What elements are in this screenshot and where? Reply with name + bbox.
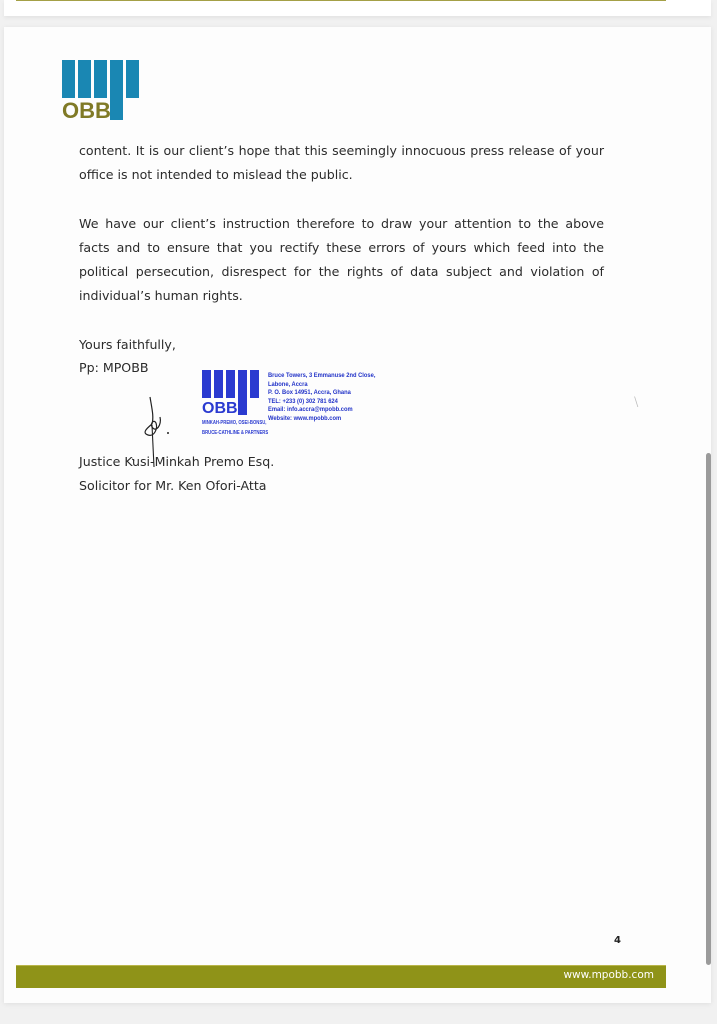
paragraph-1: content. It is our client’s hope that this seemingly innocuous press release of your office is not intended to mislead the public. xyxy=(79,143,604,182)
page-number: 4 xyxy=(614,935,621,946)
salutation: Yours faithfully, xyxy=(79,337,176,352)
paragraph-2: We have our client’s instruction therefore to draw your attention to the above facts and to ensure that you rectify these errors of yours which feed into the political persecution, disrespect for the rights of data subject and violation of individual’s human rights. xyxy=(79,216,604,303)
scrollbar[interactable] xyxy=(706,453,711,965)
previous-page-footer-bar xyxy=(16,0,666,1)
stamp-firm-line-2: BRUCE-CATHLINE & PARTNERS xyxy=(202,430,269,436)
logo-text: OBB xyxy=(62,98,111,123)
stamp-address xyxy=(268,372,375,424)
signer-title: Solicitor for Mr. Ken Ofori-Atta xyxy=(79,478,267,493)
stamp-logo-text: OBB xyxy=(202,400,238,417)
stamp-firm-line-1: MINKAH-PREMO, OSEI-BONSU, xyxy=(202,420,267,426)
pp-line: Pp: MPOBB xyxy=(79,360,149,375)
stamp-address-line: P. O. Box 14951, Accra, Ghana xyxy=(268,389,351,397)
document-page xyxy=(4,27,711,1003)
scan-mark: ⧵ xyxy=(634,395,639,411)
footer-url: www.mpobb.com xyxy=(563,969,654,981)
previous-page-bottom xyxy=(4,0,711,16)
stamp-address-line: Bruce Towers, 3 Emmanuse 2nd Close, xyxy=(268,372,376,379)
stamp-address-line: TEL: +233 (0) 302 781 624 xyxy=(268,397,338,405)
stamp-address-line: Website: www.mpobb.com xyxy=(268,414,342,422)
closing-block xyxy=(79,333,176,379)
signer-name: Justice Kusi-Minkah Premo Esq. xyxy=(79,454,275,469)
stamp-address-line: Labone, Accra xyxy=(268,380,308,388)
firm-stamp xyxy=(202,370,412,448)
signer-block xyxy=(79,450,274,498)
stamp-address-line: Email: info.accra@mpobb.com xyxy=(268,406,353,414)
obb-logo xyxy=(62,60,162,122)
footer-bar xyxy=(16,965,666,988)
